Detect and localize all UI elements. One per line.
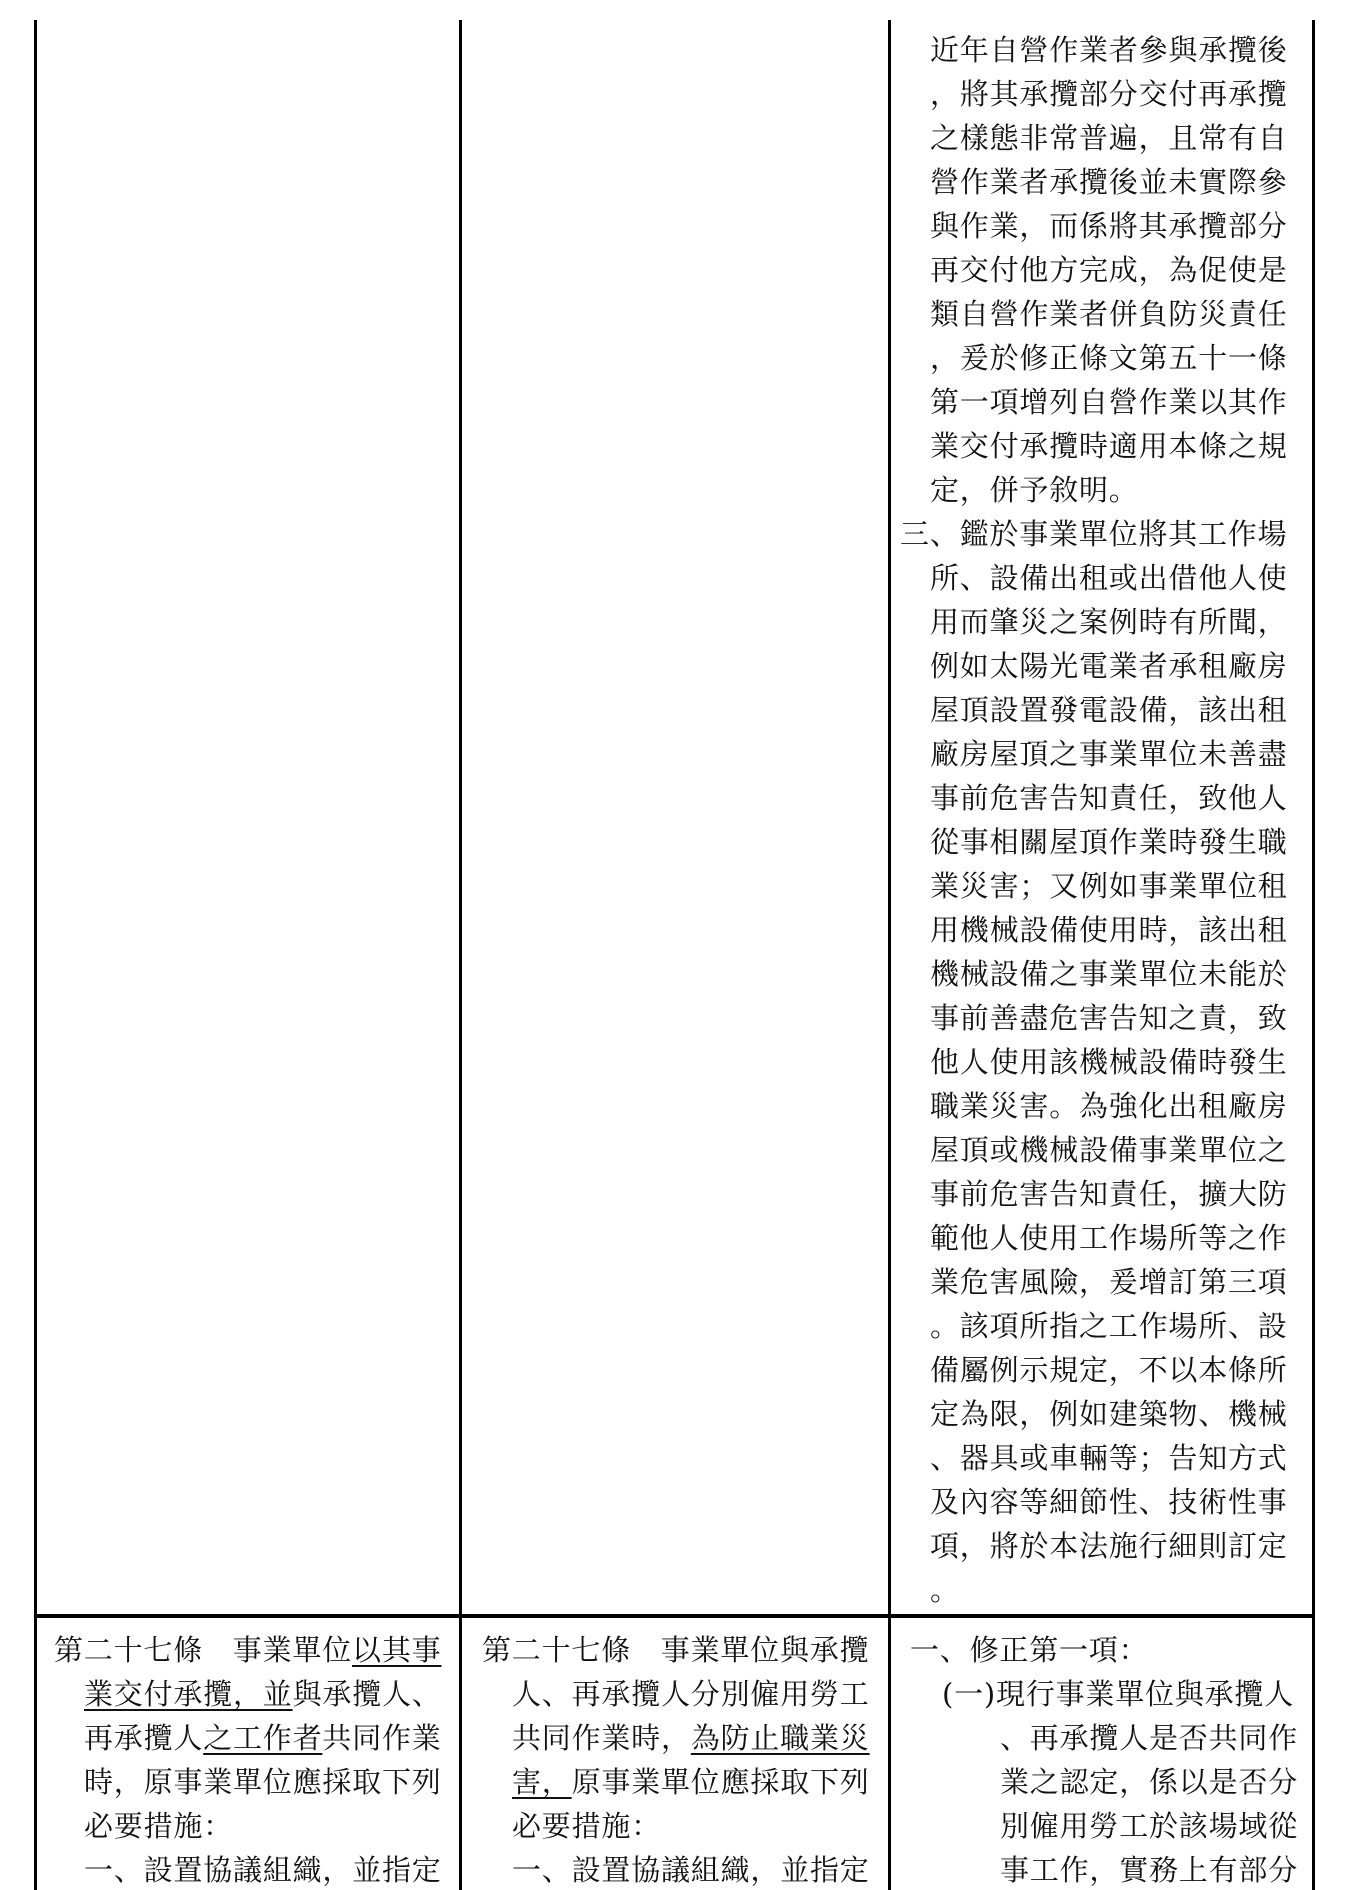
current-text: 原事業單位應採取下列 bbox=[571, 1765, 870, 1799]
row-divider bbox=[34, 1614, 1315, 1618]
reason-line bbox=[910, 1804, 1310, 1848]
reason-line: 之樣態非常普遍，且常有自 bbox=[930, 121, 1288, 155]
reason-line bbox=[910, 1848, 1310, 1890]
reason-line: 事前善盡危害告知之責，致 bbox=[930, 1001, 1288, 1035]
reason-line: ，爰於修正條文第五十一條 bbox=[930, 341, 1288, 375]
reason-line: 類自營作業者併負防災責任 bbox=[930, 297, 1288, 331]
reason-line: 職業災害。為強化出租廠房 bbox=[930, 1089, 1288, 1123]
reason-line: 定為限，例如建築物、機械 bbox=[930, 1397, 1288, 1431]
reason-item-heading: 一、修正第一項： bbox=[910, 1633, 1149, 1667]
reason-item-heading-line: 三、鑑於事業單位將其工作場 bbox=[900, 517, 1288, 551]
amended-text: 一、設置協議組織，並指定 bbox=[84, 1853, 442, 1887]
column-divider-2 bbox=[888, 20, 891, 1890]
reason-line: 定，併予敘明。 bbox=[930, 473, 1139, 507]
reason-line bbox=[910, 1760, 1310, 1804]
reason-line: 所、設備出租或出借他人使 bbox=[930, 561, 1288, 595]
reason-line: 、器具或車輛等；告知方式 bbox=[930, 1441, 1288, 1475]
amended-article-heading: 第二十七條 事業單位 bbox=[54, 1633, 353, 1667]
reason-text: 別僱用勞工於該場域從 bbox=[1000, 1809, 1299, 1843]
current-text: 共同作業時， bbox=[512, 1721, 691, 1755]
reason-line: 他人使用該機械設備時發生 bbox=[930, 1045, 1288, 1079]
reason-line: 再交付他方完成，為促使是 bbox=[930, 253, 1288, 287]
reason-line: 廠房屋頂之事業單位未善盡 bbox=[930, 737, 1288, 771]
reason-line: 從事相關屋頂作業時發生職 bbox=[930, 825, 1288, 859]
reason-line: 業交付承攬時適用本條之規 bbox=[930, 429, 1288, 463]
row2-current-cell bbox=[482, 1628, 886, 1890]
row2-reason-cell bbox=[910, 1628, 1310, 1890]
current-article-line bbox=[482, 1716, 886, 1760]
reason-line: 事前危害告知責任，擴大防 bbox=[930, 1177, 1288, 1211]
reason-line: 。 bbox=[930, 1573, 960, 1607]
amended-text: 再承攬人 bbox=[84, 1721, 204, 1755]
table-right-border bbox=[1312, 20, 1315, 1890]
reason-text: 事工作，實務上有部分 bbox=[1000, 1853, 1299, 1887]
reason-text-block bbox=[900, 28, 1308, 1612]
current-text: 一、設置協議組織，並指定 bbox=[512, 1853, 870, 1887]
reason-line: 事前危害告知責任，致他人 bbox=[930, 781, 1288, 815]
reason-line: 業災害；又例如事業單位租 bbox=[930, 869, 1288, 903]
reason-line: 與作業，而係將其承攬部分 bbox=[930, 209, 1288, 243]
reason-line bbox=[910, 1628, 1310, 1672]
amended-article-line bbox=[54, 1760, 456, 1804]
current-article-line bbox=[482, 1848, 886, 1890]
amended-article-line bbox=[54, 1848, 456, 1890]
reason-line: 用而肇災之案例時有所聞， bbox=[930, 605, 1288, 639]
reason-line: 業危害風險，爰增訂第三項 bbox=[930, 1265, 1288, 1299]
row1-current-cell bbox=[462, 20, 888, 1614]
amended-text: 必要措施： bbox=[84, 1809, 234, 1843]
current-article-line bbox=[482, 1760, 886, 1804]
reason-subitem-heading: (一)現行事業單位與承攬人 bbox=[942, 1677, 1295, 1711]
current-article-heading: 第二十七條 事業單位與承攬 bbox=[482, 1633, 870, 1667]
amended-text: 共同作業 bbox=[322, 1721, 442, 1755]
reason-line: 第一項增列自營作業以其作 bbox=[930, 385, 1288, 419]
reason-line: 營作業者承攬後並未實際參 bbox=[930, 165, 1288, 199]
reason-line: 屋頂設置發電設備，該出租 bbox=[930, 693, 1288, 727]
amended-text: 時，原事業單位應採取下列 bbox=[84, 1765, 442, 1799]
reason-line: 例如太陽光電業者承租廠房 bbox=[930, 649, 1288, 683]
reason-line: 項，將於本法施行細則訂定 bbox=[930, 1529, 1288, 1563]
amended-underlined-text: 之工作者 bbox=[203, 1721, 323, 1755]
current-article-line bbox=[482, 1672, 886, 1716]
row1-amended-cell bbox=[37, 20, 459, 1614]
row2-amended-cell bbox=[54, 1628, 456, 1890]
current-underlined-text: 害， bbox=[512, 1765, 572, 1799]
amended-underlined-text: 業交付承攬，並 bbox=[84, 1677, 293, 1711]
current-text: 人、再承攬人分別僱用勞工 bbox=[512, 1677, 870, 1711]
reason-text: 業之認定，係以是否分 bbox=[1000, 1765, 1299, 1799]
current-underlined-text: 為防止職業災 bbox=[690, 1721, 870, 1755]
reason-line: 用機械設備使用時，該出租 bbox=[930, 913, 1288, 947]
reason-line: 機械設備之事業單位未能於 bbox=[930, 957, 1288, 991]
current-article-line bbox=[482, 1804, 886, 1848]
reason-line: 屋頂或機械設備事業單位之 bbox=[930, 1133, 1288, 1167]
reason-line: 備屬例示規定，不以本條所 bbox=[930, 1353, 1288, 1387]
current-article-line bbox=[482, 1628, 886, 1672]
reason-line: 。該項所指之工作場所、設 bbox=[930, 1309, 1288, 1343]
current-text: 必要措施： bbox=[512, 1809, 662, 1843]
amended-article-line bbox=[54, 1716, 456, 1760]
amended-underlined-text: 以其事 bbox=[352, 1633, 442, 1667]
reason-text: 、再承攬人是否共同作 bbox=[1000, 1721, 1299, 1755]
reason-line bbox=[910, 1672, 1310, 1716]
amended-article-line bbox=[54, 1804, 456, 1848]
reason-line: ，將其承攬部分交付再承攬 bbox=[930, 77, 1288, 111]
amended-text: 與承攬人、 bbox=[292, 1677, 442, 1711]
reason-line: 及內容等細節性、技術性事 bbox=[930, 1485, 1288, 1519]
reason-line: 近年自營作業者參與承攬後 bbox=[930, 33, 1288, 67]
amended-article-line bbox=[54, 1672, 456, 1716]
amended-article-line bbox=[54, 1628, 456, 1672]
row1-reason-cell bbox=[900, 28, 1308, 1614]
reason-line bbox=[910, 1716, 1310, 1760]
reason-line: 範他人使用工作場所等之作 bbox=[930, 1221, 1288, 1255]
